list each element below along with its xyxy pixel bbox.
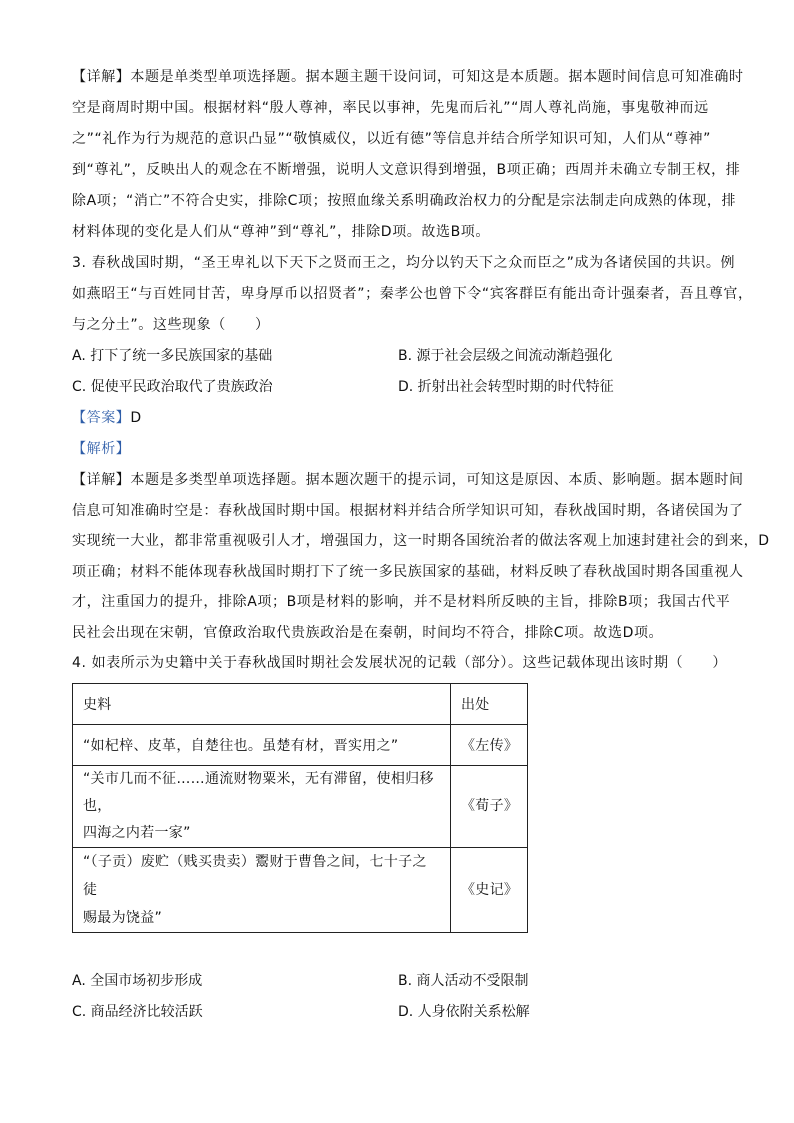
q3-stem-line: 如燕昭王“与百姓同甘苦，卑身厚币以招贤者”；秦孝公也曾下令“宾客群臣有能出奇计强秦者，吾且尊官， bbox=[72, 286, 753, 302]
cell-line: “如杞梓、皮革，自楚往也。虽楚有材，晋实用之” bbox=[83, 738, 399, 754]
q3-option-d[interactable]: D. 折射出社会转型时期的时代特征 bbox=[398, 379, 614, 395]
q3-options-row-2 bbox=[72, 372, 732, 403]
table-row bbox=[73, 766, 528, 848]
table-cell-source: 《荀子》 bbox=[451, 766, 528, 848]
q3-explain-line: 【详解】本题是多类型单项选择题。据本题次题干的提示词，可知这是原因、本质、影响题。据本题时间 bbox=[72, 472, 744, 488]
q3-option-c[interactable]: C. 促使平民政治取代了贵族政治 bbox=[72, 379, 273, 395]
table-header-row bbox=[73, 684, 528, 725]
q3-option-b[interactable]: B. 源于社会层级之间流动渐趋强化 bbox=[398, 348, 613, 364]
q3-explain-line: 信息可知准确时空是：春秋战国时期中国。根据材料并结合所学知识可知，春秋战国时期，各诸侯国为了 bbox=[72, 502, 744, 519]
analysis-label: 【解析】 bbox=[72, 441, 131, 457]
q4-options-row-1 bbox=[72, 966, 732, 997]
q3-options-row-1 bbox=[72, 341, 732, 372]
table-cell-text bbox=[73, 848, 451, 933]
q3-explain-line: 民社会出现在宋朝，官僚政治取代贵族政治是在秦朝，时间均不符合，排除C项。故选D项。 bbox=[72, 624, 664, 641]
q3-stem-line: 3. 春秋战国时期，“圣王卑礼以下天下之贤而王之，均分以钓天下之众而臣之”成为各诸侯国的共识。例 bbox=[72, 255, 736, 271]
q2-explain-line: 空是商周时期中国。根据材料“殷人尊神，率民以事神，先鬼而后礼”“周人尊礼尚施，事鬼敬神而远 bbox=[72, 100, 709, 116]
answer-label: 【答案】 bbox=[72, 410, 131, 426]
spacer bbox=[72, 933, 732, 966]
header-origin: 出处 bbox=[451, 684, 528, 725]
q4-options-row-2 bbox=[72, 997, 732, 1028]
q3-answer bbox=[72, 403, 732, 434]
q4-option-d[interactable]: D. 人身依附关系松解 bbox=[398, 1004, 530, 1020]
q4-stem: 4. 如表所示为史籍中关于春秋战国时期社会发展状况的记载（部分）。这些记载体现出该时期（ ） bbox=[72, 655, 728, 671]
answer-value: D bbox=[130, 410, 142, 426]
cell-line: “（子贡）废贮（贱买贵卖）鬻财于曹鲁之间，七十子之徒 bbox=[83, 854, 427, 898]
table-cell-source: 《左传》 bbox=[451, 725, 528, 766]
document-page bbox=[72, 62, 770, 1028]
header-source-text: 史料 bbox=[73, 684, 451, 725]
q2-explain-line: 之”“礼作为行为规范的意识凸显”“敬慎威仪，以近有德”等信息并结合所学知识可知，人们从“尊神” bbox=[72, 131, 711, 147]
cell-line: “关市几而不征……通流财物粟米，无有滞留，使相归移也， bbox=[83, 771, 434, 814]
q3-explain-line: 实现统一大业，都非常重视吸引人才，增强国力，这一时期各国统治者的做法客观上加速封建社会的到来，D bbox=[72, 533, 770, 549]
q2-explain-line: 【详解】本题是单类型单项选择题。据本题主题干设问词，可知这是本质题。据本题时间信息可知准确时 bbox=[72, 69, 744, 85]
q3-option-a[interactable]: A. 打下了统一多民族国家的基础 bbox=[72, 348, 273, 364]
q2-explanation bbox=[72, 62, 744, 248]
q2-explain-line: 到“尊礼”，反映出人的观念在不断增强，说明人文意识得到增强，B项正确；西周并未确立专制王权，排 bbox=[72, 162, 741, 178]
q4-option-a[interactable]: A. 全国市场初步形成 bbox=[72, 973, 203, 989]
table-cell-text bbox=[73, 725, 451, 766]
table-row bbox=[73, 848, 528, 933]
question-3 bbox=[72, 248, 770, 648]
q4-option-c[interactable]: C. 商品经济比较活跃 bbox=[72, 1004, 203, 1020]
table-row bbox=[73, 725, 528, 766]
table-cell-source: 《史记》 bbox=[451, 848, 528, 933]
q4-option-b[interactable]: B. 商人活动不受限制 bbox=[398, 973, 529, 989]
question-4 bbox=[72, 648, 732, 1028]
cell-line: 赐最为饶益” bbox=[83, 910, 163, 926]
q3-explain-line: 项正确；材料不能体现春秋战国时期打下了统一多民族国家的基础，材料反映了春秋战国时期各国重视人 bbox=[72, 563, 744, 580]
q2-explain-line: 除A项；“消亡”不符合史实，排除C项；按照血缘关系明确政治权力的分配是宗法制走向成熟的体现，排 bbox=[72, 193, 737, 209]
source-table bbox=[72, 683, 528, 933]
q3-stem-line: 与之分土”。这些现象（ ） bbox=[72, 317, 270, 333]
cell-line: 四海之内若一家” bbox=[83, 825, 191, 841]
table-cell-text bbox=[73, 766, 451, 848]
q3-explain-line: 才，注重国力的提升，排除A项；B项是材料的影响，并不是材料所反映的主旨，排除B项；我国古代平 bbox=[72, 594, 731, 610]
q2-explain-line: 材料体现的变化是人们从“尊神”到“尊礼”，排除D项。故选B项。 bbox=[72, 224, 490, 240]
